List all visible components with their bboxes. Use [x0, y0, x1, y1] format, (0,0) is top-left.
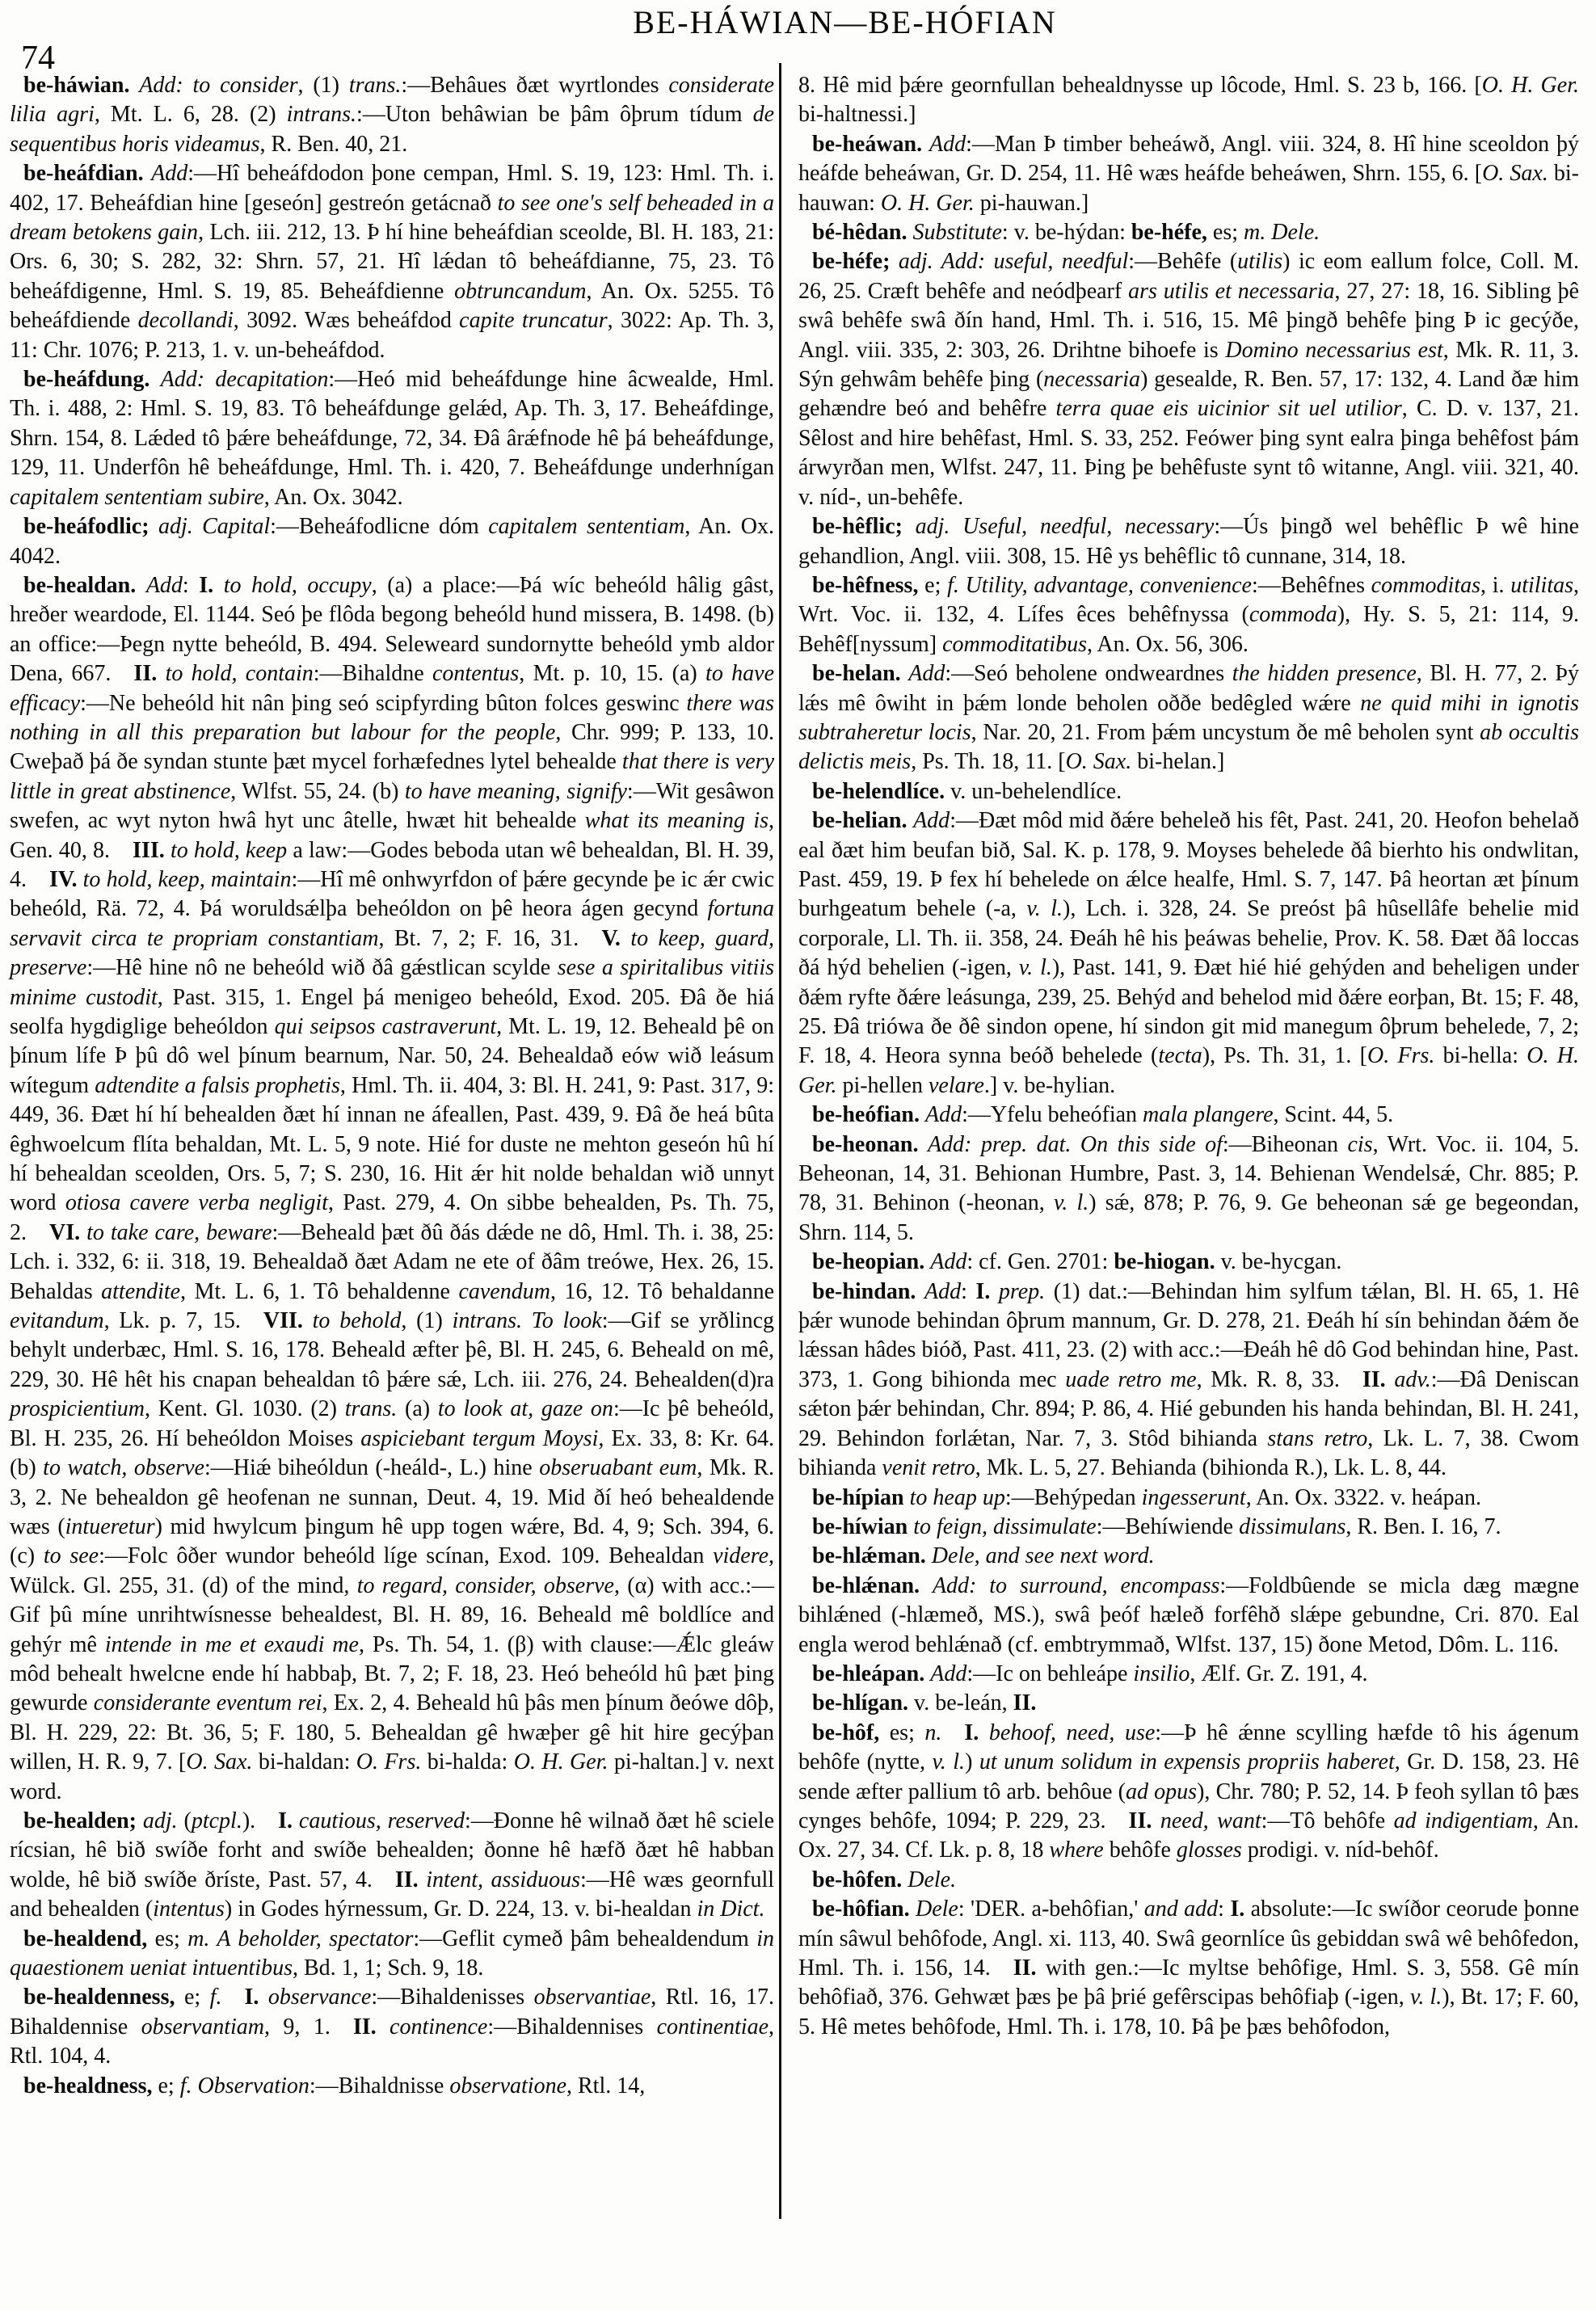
dictionary-entry: bé-hêdan. Substitute: v. be-hýdan: be-héfe, es; m. Dele. — [812, 220, 1320, 246]
dictionary-entry: be-hlǽnan. Add: to surround, encompass:—Foldbûende se micla dæg mægne bihlǽned (-hlæmeð, MS.), swâ þeóf hæleð forfêhð slǽpe gebundne, Cri. 870. Eal engla werod behlǽnað (cf. embtrymmað, Wlfst. 137, 15) ðone Metod, Dôm. L. 116. — [798, 1572, 1580, 1657]
dictionary-entry: be-heáfdian. Add:—Hî beheáfdodon þone cempan, Hml. S. 19, 123: Hml. Th. i. 402, 17. Beheáfdian hine [geseón] gestreón getácnað to see one's self beheaded in a dream betokens gain, Lch. iii. 212, 13. Þ hí hine beheáfdian sceolde, Bl. H. 183, 21: Ors. 6, 30; S. 282, 32: Shrn. 57, 21. Hî lǽdan tô beheáfdianne, 75, 23. Tô beheáfdigenne, Hml. S. 19, 85. Beheáfdienne obtruncandum, An. Ox. 5255. Tô beheáfdiende decollandi, 3092. Wæs beheáfdod capite truncatur, 3022: Ap. Th. 3, 11: Chr. 1076; P. 213, 1. v. un-beheáfdod. — [10, 161, 774, 363]
dictionary-entry: be-healdan. Add: I. to hold, occupy, (a) a place:—Þá wíc beheóld hâlig gâst, hreðer weardode, El. 1144. Seó þe flôda begong beheóld hund missera, B. 1498. (b) an office:—Þegn nytte beheóld, B. 494. Seleweard sundornytte beheóld ymb aldor Dena, 667. II. to hold, contain:—Bihaldne contentus, Mt. p. 10, 15. (a) to have efficacy:—Ne beheóld hit nân þing seó scipfyrding bûton folces geswinc there was nothing in all this preparation but labour for the people, Chr. 999; P. 133, 10. Cweþað þá ðe syndan stunte þæt mycel forhæfednes lytel behealde that there is very little in great abstinence, Wlfst. 55, 24. (b) to have meaning, signify:—Wit gesâwon swefen, ac wyt nyton hwâ hyt unc âtelle, hwæt hit behealde what its meaning is, Gen. 40, 8. III. to hold, keep a law:—Godes beboda utan wê behealdan, Bl. H. 39, 4. IV. to hold, keep, maintain:—Hî mê onhwyrfdon of þǽre gecynde þe ic ǽr cwic beheóld, Rä. 72, 4. Þá woruldsǽlþa beheóldon on þê heora ágen gecynd fortuna servavit circa te propriam constantiam, Bt. 7, 2; F. 16, 31. V. to keep, guard, preserve:—Hê hine nô ne beheóld wið ðâ gǽstlican scylde sese a spiritalibus vitiis minime custodit, Past. 315, 1. Engel þá menigeo beheóld, Exod. 205. Ðâ ðe hiá seolfa hygdiglige beheóldon qui seipsos castraverunt, Mt. L. 19, 12. Beheald þê on þínum lífe Þ þû dô wel þínum bearnum, Nar. 50, 24. Behealdað eów wið leásum wítegum adtendite a falsis prophetis, Hml. Th. ii. 404, 3: Bl. H. 241, 9: Past. 317, 9: 449, 36. Ðæt hí hí behealden ðæt hí innan ne áfeallen, Past. 439, 9. Ðâ ðe heá bûta êghwoelcum flíta behaldan, Mt. L. 5, 9 note. Hié for duste ne mehton geseón hû hí hí behealdan sceolden, Ors. 5, 7; S. 230, 16. Hit ǽr hit nolde behaldan wið unnyt word otiosa cavere verba negligit, Past. 279, 4. On sibbe behealden, Ps. Th. 75, 2. VI. to take care, beware:—Beheald þæt ðû ðás dǽde ne dô, Hml. Th. i. 38, 25: Lch. i. 332, 6: ii. 318, 19. Behealdað ðæt Adam ne ete of ðâm treówe, Hex. 26, 15. Behaldas attendite, Mt. L. 6, 1. Tô behaldenne cavendum, 16, 12. Tô behaldanne evitandum, Lk. p. 7, 15. VII. to behold, (1) intrans. To look:—Gif se yrðlincg behylt underbæc, Hml. S. 16, 178. Beheald æfter þê, Bl. H. 245, 6. Beheald on mê, 229, 30. Hê hêt his cnapan behealdan tô þǽre sǽ, Lch. iii. 276, 24. Behealden(d)ra prospicientium, Kent. Gl. 1030. (2) trans. (a) to look at, gaze on:—Ic þê beheóld, Bl. H. 235, 26. Hí beheóldon Moises aspiciebant tergum Moysi, Ex. 33, 8: Kr. 64. (b) to watch, observe:—Hiǽ biheóldun (-heáld-, L.) hine obseruabant eum, Mk. R. 3, 2. Ne behealdon gê heofenan ne sunnan, Deut. 4, 19. Mid ðí heó behealdende wæs (intueretur) mid hwylcum þingum hê upp togen wǽre, Bd. 4, 9; Sch. 394, 6. (c) to see:—Folc ôðer wundor beheóld líge scínan, Exod. 109. Behealdan videre, Wülck. Gl. 255, 31. (d) of the mind, to regard, consider, observe, (α) with acc.:—Gif þû míne unrihtwísnesse behealdest, Bl. H. 89, 16. Beheald mê boldlíce and gehýr mê intende in me et exaudi me, Ps. Th. 54, 1. (β) with clause:—Ǽlc gleáw môd behealt hwelcne ende hí habbaþ, Bt. 7, 2; F. 18, 23. Heó beheóld hû þæt þing gewurde considerante eventum rei, Ex. 2, 4. Beheald hû þâs men þínum ðeówe dôþ, Bl. H. 229, 22: Bt. 36, 5; F. 180, 5. Behealdan gê hwæþer gê hit hire gecýþan willen, H. R. 9, 7. [O. Sax. bi-haldan: O. Frs. bi-halda: O. H. Ger. pi-haltan.] v. next word. — [10, 572, 775, 1804]
dictionary-entry: be-hêfness, e; f. Utility, advantage, convenience:—Behêfnes commoditas, i. utilitas, Wrt. Voc. ii. 132, 4. Lífes êces behêfnyssa (commoda), Hy. S. 5, 21: 114, 9. Behêf[nyssum] commoditatibus, An. Ox. 56, 306. — [798, 572, 1579, 657]
dictionary-entry: be-háwian. Add: to consider, (1) trans.:—Behâues ðæt wyrtlondes considerate lilia agri, Mt. L. 6, 28. (2) intrans.:—Uton behâwian be þâm ôþrum tídum de sequentibus horis videamus, R. Ben. 40, 21. — [10, 73, 774, 157]
dictionary-entry: be-hlígan. v. be-leán, II. — [812, 1690, 1037, 1716]
dictionary-entry: be-hindan. Add: I. prep. (1) dat.:—Behindan him sylfum tǽlan, Bl. H. 65, 1. Hê þǽr wunode behindan ôþrum mannum, Gr. D. 278, 21. Ðeáh hí sín behindan ðǽm ðe lǽssan hâdes bióð, Past. 411, 23. (2) with acc.:—Ðeáh hê dô God behindan hine, Past. 373, 1. Gong bihionda mec uade retro me, Mk. R. 8, 33. II. adv.:—Ðâ Deniscan sǽton þǽr behindan, Chr. 894; P. 86, 4. Hié gebunden his handa behindan, Bl. H. 241, 29. Behindon forlǽtan, Nar. 7, 3. Stôd bihianda stans retro, Lk. L. 7, 38. Cwom bihianda venit retro, Mk. L. 5, 27. Behianda (bihionda R.), Lk. L. 8, 44. — [798, 1278, 1580, 1481]
right-column — [798, 71, 1579, 2042]
dictionary-entry: be-helian. Add:—Ðæt môd mid ðǽre beheleð his fêt, Past. 241, 20. Heofon behelað eal ðæt him beufan bið, Sal. K. p. 178, 9. Moyses behelede ðâ bierhto his ondwlitan, Past. 459, 19. Þ fex hí behelede on ǽlce healfe, Hml. S. 7, 147. Þâ heortan æt þínum burhgeatum behele (-a, v. l.), Lch. i. 328, 24. Se preóst þâ hûsellâfe behelie mid corporale, Ll. Th. ii. 358, 24. Ðeáh hê his þeáwas behelie, Prov. K. 58. Ðæt ðâ loccas ðá hýd behelien (-igen, v. l.), Past. 141, 9. Ðæt hié hié gehýden and beheligen under ðǽm ryfte ðǽre leásunga, 239, 25. Behýd and behelod mid ðǽre eorþan, Bt. 15; F. 48, 25. Ðâ triówa ðe ðê sindon opene, hí sindon git mid manegum ôþrum behelede, 7, 2; F. 18, 4. Heora synna beóð behelede (tecta), Ps. Th. 31, 1. [O. Frs. bi-hella: O. H. Ger. pi-hellen velare.] v. be-hylian. — [798, 808, 1580, 1098]
dictionary-entry: be-heáfdung. Add: decapitation:—Heó mid beheáfdunge hine âcwealde, Hml. Th. i. 488, 2: Hml. S. 19, 83. Tô beheáfdunge gelǽd, Ap. Th. 3, 17. Beheáfdinge, Shrn. 154, 8. Lǽded tô þǽre beheáfdunge, 72, 34. Ðâ ârǽfnode hê þá beheáfdunge, 129, 11. Underfôn hê beheáfdunge, Hml. Th. i. 420, 7. Beheáfdunge underhnígan capitalem sententiam subire, An. Ox. 3042. — [10, 367, 774, 510]
dictionary-entry: be-heáwan. Add:—Man Þ timber beheáwð, Angl. viii. 324, 8. Hî hine sceoldon þý heáfde beheáwan, Gr. D. 254, 11. Hê wæs heáfde beheáwen, Shrn. 155, 6. [O. Sax. bi-hauwan: O. H. Ger. pi-hauwan.] — [798, 131, 1580, 216]
dictionary-entry: be-healdenness, e; f. I. observance:—Bihaldenisses observantiae, Rtl. 16, 17. Bihaldennise observantiam, 9, 1. II. continence:—Bihaldennises continentiae, Rtl. 104, 4. — [10, 1985, 775, 2069]
dictionary-entry: be-hêflic; adj. Useful, needful, necessary:—Ús þingð wel behêflic Þ wê hine gehandlion, Angl. viii. 308, 15. Hê ys behêflic tô cunnane, 314, 18. — [798, 514, 1580, 569]
column-divider-rule — [779, 63, 781, 2219]
dictionary-entry: be-hípian to heap up:—Behýpedan ingesserunt, An. Ox. 3322. v. heápan. — [812, 1484, 1482, 1510]
dictionary-entry: be-heáfodlic; adj. Capital:—Beheáfodlicne dóm capitalem sententiam, An. Ox. 4042. — [10, 514, 774, 569]
running-head-text: BE-HÁWIAN—BE-HÓFIAN — [633, 4, 1057, 40]
dictionary-entry: be-heopian. Add: cf. Gen. 2701: be-hiogan. v. be-hycgan. — [812, 1249, 1342, 1275]
dictionary-entry: be-héfe; adj. Add: useful, needful:—Behêfe (utilis) ic eom eallum folce, Coll. M. 26, 25. Cræft behêfe and neódþearf ars utilis et necessaria, 27, 27: 18, 16. Sibling þê swâ behêfe swâ ðín hand, Hml. Th. i. 516, 15. Mê þingð behêfe þing Þ ic gecýðe, Angl. viii. 335, 2: 303, 26. Drihtne bihoefe is Domino necessarius est, Mk. R. 11, 3. Sýn gehwâm behêfe þing (necessaria) gesealde, R. Ben. 57, 17: 132, 4. Land ðæ him gehændre beó and behêfre terra quae eis uicinior sit uel utilior, C. D. v. 137, 21. Sêlost and hire behêfast, Hml. S. 33, 252. Feówer þing synt ealra þinga behêfost þám árwyrðan men, Wlfst. 247, 11. Þing þe behêfuste synt tô witanne, Angl. viii. 321, 40. v. níd-, un-behêfe. — [798, 249, 1579, 510]
dictionary-entry: be-heonan. Add: prep. dat. On this side of:—Biheonan cis, Wrt. Voc. ii. 104, 5. Beheonan, 14, 31. Behionan Humbre, Past. 3, 14. Behienan Wendelsǽ, Chr. 885; P. 78, 31. Behinon (-heonan, v. l.) sǽ, 878; P. 76, 9. Ge beheonan sǽ ge begeondan, Shrn. 114, 5. — [798, 1131, 1579, 1245]
left-column — [10, 71, 774, 2101]
dictionary-entry: be-hôf, es; n. I. behoof, need, use:—Þ hê ǽnne scylling hæfde tô his ágenum behôfe (nytte, v. l.) ut unum solidum in expensis propriis haberet, Gr. D. 158, 23. Hê sende æfter pallium tô arb. behôue (ad opus), Chr. 780; P. 52, 14. Þ feoh syllan tô þæs cynges behôfe, 1094; P. 229, 23. II. need, want:—Tô behôfe ad indigentiam, An. Ox. 27, 34. Cf. Lk. p. 8, 18 where behôfe glosses prodigi. v. níd-behôf. — [798, 1720, 1580, 1863]
dictionary-entry: be-heófian. Add:—Yfelu beheófian mala plangere, Scint. 44, 5. — [812, 1102, 1394, 1128]
dictionary-entry: 8. Hê mid þǽre geornfullan behealdnysse up lôcode, Hml. S. 23 b, 166. [O. H. Ger. bi-haltnessi.] — [798, 73, 1579, 128]
dictionary-entry: be-helendlíce. v. un-behelendlíce. — [812, 778, 1122, 804]
dictionary-entry: be-hlǽman. Dele, and see next word. — [812, 1543, 1155, 1569]
dictionary-entry: be-healden; adj. (ptcpl.). I. cautious, reserved:—Ðonne hê wilnað ðæt hê sciele rícsian, hê bið swíðe forht and swíðe behealden; ðonne hê hæfð ðæt hê habban wolde, hê bið swíðe ðríste, Past. 57, 4. II. intent, assiduous:—Hê wæs geornfull and behealden (intentus) in Godes hýrnessum, Gr. D. 224, 13. v. bi-healdan in Dict. — [10, 1808, 775, 1922]
dictionary-entry: be-healdness, e; f. Observation:—Bihaldnisse observatione, Rtl. 14, — [23, 2073, 646, 2098]
dictionary-entry: be-hleápan. Add:—Ic on behleápe insilio, Ælf. Gr. Z. 191, 4. — [812, 1661, 1368, 1686]
dictionary-entry: be-helan. Add:—Seó beholene ondweardnes the hidden presence, Bl. H. 77, 2. Þý lǽs mê ôwiht in þǽm londe beholen oððe bedêgled wǽre ne quid mihi in ignotis subtraheretur locis, Nar. 20, 21. From þǽm uncystum ðe mê beholen synt ab occultis delictis meis, Ps. Th. 18, 11. [O. Sax. bi-helan.] — [798, 661, 1580, 775]
dictionary-entry: be-híwian to feign, dissimulate:—Behíwiende dissimulans, R. Ben. I. 16, 7. — [812, 1513, 1501, 1539]
dictionary-entry: be-hôfen. Dele. — [812, 1867, 957, 1892]
page-number: 74 — [21, 40, 55, 77]
dictionary-entry: be-healdend, es; m. A beholder, spectator:—Geflit cymeð þâm behealdendum in quaestionem ueniat intuentibus, Bd. 1, 1; Sch. 9, 18. — [10, 1926, 775, 1981]
dictionary-entry: be-hôfian. Dele: 'DER. a-behôfian,' and add: I. absolute:—Ic swíðor ceorude þonne mín sâwul behôfode, Angl. xi. 113, 40. Swâ geornlíce ûs gebiddan swâ wê behôfedon, Hml. Th. i. 156, 14. II. with gen.:—Ic myltse behôfige, Hml. S. 3, 558. Gê mín behôfiað, 376. Gehwæt þæs þe þâ þrié gefêrscipas behôfiaþ (-igen, v. l.), Bt. 17; F. 60, 5. Hê metes behôfode, Hml. Th. i. 178, 10. Þâ þe þæs behôfodon, — [798, 1896, 1580, 2039]
running-head — [0, 5, 1596, 40]
